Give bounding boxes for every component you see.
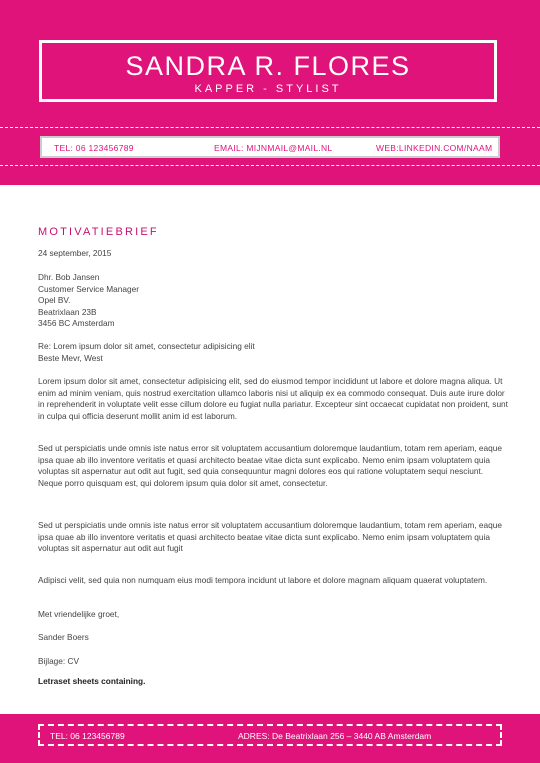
applicant-name: SANDRA R. FLORES (125, 51, 411, 81)
recipient-name: Dhr. Bob Jansen (38, 272, 100, 282)
name-frame (39, 40, 497, 102)
recipient-role: Customer Service Manager (38, 283, 139, 294)
contact-web[interactable]: WEB:LINKEDIN.COM/NAAM (376, 143, 493, 153)
dashed-divider-top (0, 127, 540, 128)
contact-phone: TEL: 06 123456789 (54, 143, 134, 153)
body-paragraph-3: Sed ut perspiciatis unde omnis iste natus error sit voluptatem accusantium doloremque laudantium, totam rem aperiam, eaque ipsa quae ab illo inventore veritatis et quasi architecto beatae vitae dicta sunt explicabo. Nemo enim ipsam voluptatem quia voluptas sit aspernatur aut odit aut fugit (38, 520, 502, 554)
letter-note: Letraset sheets containing. (38, 676, 146, 686)
dashed-divider-bottom (0, 165, 540, 166)
recipient-city: 3456 BC Amsterdam (38, 318, 115, 329)
body-paragraph-2: Sed ut perspiciatis unde omnis iste natus error sit voluptatem accusantium doloremque laudantium, totam rem aperiam, eaque ipsa quae ab illo inventore veritatis et quasi architecto beatae vitae dicta sunt explicabo. Nemo enim ipsam voluptatem quia voluptas sit aspernatur aut odit aut fugit, sed quia consequuntur magni dolores eos qui ratione voluptatem sequi nesciunt. Neque porro quisquam est, qui dolorem ipsum quia dolor sit amet, consectetur. (38, 443, 502, 488)
letter-attachment: Bijlage: CV (38, 656, 80, 666)
recipient-street: Beatrixlaan 23B (38, 306, 97, 317)
letter-salutation: Beste Mevr, West (38, 352, 103, 363)
body-paragraph-4: Adipisci velit, sed quia non numquam eius modi tempora incidunt ut labore et dolore magnam aliquam quaerat voluptatem. (38, 575, 488, 585)
contact-email[interactable]: EMAIL: MIJNMAIL@MAIL.NL (214, 143, 333, 153)
recipient-company: Opel BV. (38, 295, 71, 306)
job-title: KAPPER - STYLIST (194, 83, 342, 95)
letter-date: 24 september, 2015 (38, 248, 112, 258)
letter-title: MOTIVATIEBRIEF (38, 226, 159, 238)
letter-signature: Sander Boers (38, 632, 89, 642)
footer-address: ADRES: De Beatrixlaan 256 – 3440 AB Amsterdam (238, 731, 432, 741)
letter-closing: Met vriendelijke groet, (38, 609, 120, 619)
footer-contact-box (38, 724, 502, 746)
contact-bar (40, 136, 500, 158)
header-banner (0, 0, 540, 185)
letter-subject: Re: Lorem ipsum dolor sit amet, consectetur adipisicing elit (38, 341, 255, 351)
footer-phone: TEL: 06 123456789 (50, 731, 125, 741)
footer-banner (0, 714, 540, 763)
body-paragraph-1: Lorem ipsum dolor sit amet, consectetur adipisicing elit, sed do eiusmod tempor incididunt ut labore et dolore magna aliqua. Ut enim ad minim veniam, quis nostrud exercitation ullamco laboris nisi ut aliquip ex ea commodo consequat. Duis aute irure dolor in reprehenderit in voluptate velit esse cillum dolore eu fugiat nulla pariatur. Excepteur sint occaecat cupidatat non proident, sunt in culpa qui officia deserunt mollit anim id est laborum. (38, 376, 508, 421)
